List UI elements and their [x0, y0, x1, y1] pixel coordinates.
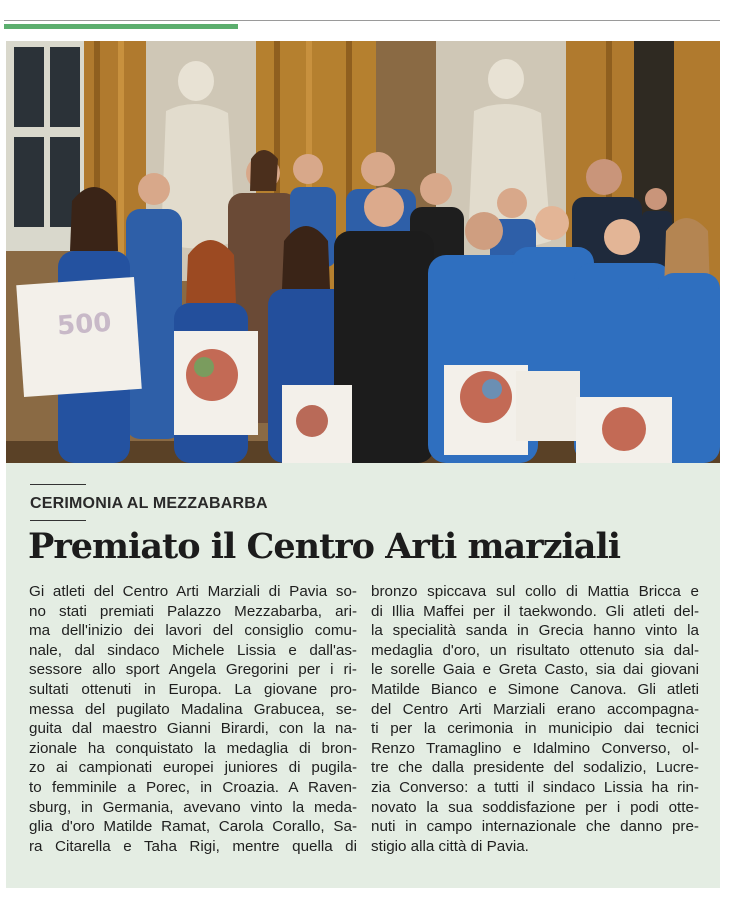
- body-line: guita dal maestro Gianni Birardi, con la na-: [29, 720, 357, 738]
- body-line: no stati premiati Palazzo Mezzabarba, ari-: [29, 602, 357, 620]
- body-line: la specialità sanda in Grecia hanno vinto la: [371, 622, 699, 640]
- article-kicker: CERIMONIA AL MEZZABARBA: [30, 495, 268, 512]
- body-line: to femminile a Porec, in Croazia. A Raven-: [29, 778, 357, 796]
- body-line: zia Converso: a tutti il sindaco Lissia ha rin-: [371, 778, 699, 796]
- body-line: sessore allo sport Angela Gregorini per i ri-: [29, 661, 357, 679]
- body-line: zo ai campionati europei juniores di pugila-: [29, 759, 357, 777]
- body-line: sultati ottenuti in Europa. La giovane pro-: [29, 680, 357, 698]
- body-line: le sorelle Gaia e Greta Casto, sia dai giovani: [371, 661, 699, 679]
- body-line: ra Citarella e Taha Rigi, mentre quella di: [29, 837, 357, 855]
- bag-print-500: 500: [56, 307, 113, 342]
- body-line: zionale ha conquistato la medaglia di bron-: [29, 739, 357, 757]
- body-line: novato la sua soddisfazione per i podi otte-: [371, 798, 699, 816]
- body-line: nale, dal sindaco Michele Lissia e dall'as-: [29, 641, 357, 659]
- section-accent-bar: [4, 24, 238, 29]
- top-divider-rule: [4, 20, 720, 21]
- body-line: glia d'oro Matilde Ramat, Carola Corallo, Sa-: [29, 818, 357, 836]
- body-line: nuti in campo internazionale che danno pre-: [371, 818, 699, 836]
- body-line: tre che dalla presidente del sodalizio, Lucre-: [371, 759, 699, 777]
- body-line: di Illia Maffei per il taekwondo. Gli atleti del-: [371, 602, 699, 620]
- body-line: del Centro Arti Marziali erano accompagna-: [371, 700, 699, 718]
- article-body-column-right: [371, 582, 699, 856]
- body-line: bronzo spiccava sul collo di Mattia Bricca e: [371, 583, 699, 600]
- body-line: sburg, in Germania, avevano vinto la meda-: [29, 798, 357, 816]
- body-line: medaglia d'oro, un risultato ottenuto sia dal-: [371, 641, 699, 659]
- article-body-column-left: [29, 582, 357, 856]
- body-line: Matilde Bianco e Simone Canova. Gli atleti: [371, 680, 699, 698]
- body-line: Gi atleti del Centro Arti Marziali di Pavia so-: [29, 583, 357, 600]
- body-line: messa del pugilato Madalina Grabucea, se-: [29, 700, 357, 718]
- kicker-top-rule: [30, 484, 86, 485]
- article-headline: Premiato il Centro Arti marziali: [28, 526, 621, 567]
- body-line: ma dell'inizio dei lavori del consiglio comu-: [29, 622, 357, 640]
- article-photo: [6, 41, 720, 463]
- body-line: ti per la cerimonia in municipio dai tecnici: [371, 720, 699, 738]
- kicker-bottom-rule: [30, 520, 86, 521]
- body-line: stigio alla città di Pavia.: [371, 837, 529, 855]
- body-line: Renzo Tramaglino e Idalmino Converso, ol-: [371, 739, 699, 757]
